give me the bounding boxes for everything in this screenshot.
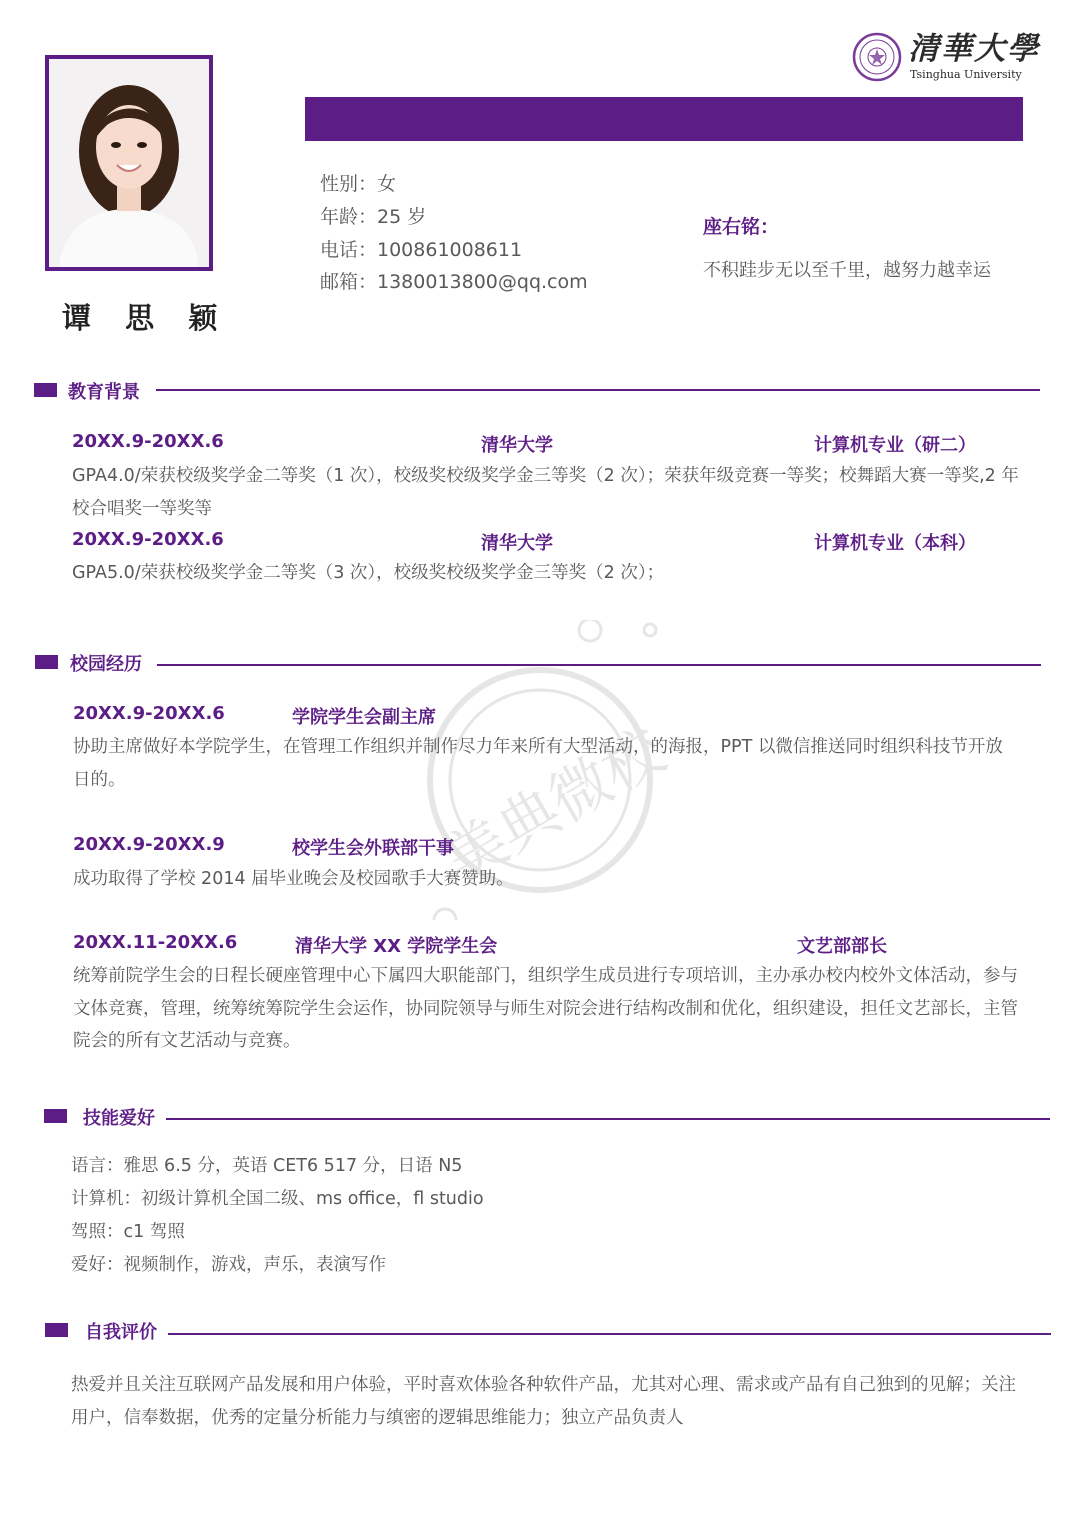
section-divider (168, 1333, 1051, 1335)
skill-language: 语言：雅思 6.5 分，英语 CET6 517 分，日语 N5 (71, 1156, 463, 1176)
motto-title: 座右铭： (703, 216, 780, 238)
logo-english-text: Tsinghua University (910, 68, 1022, 81)
section-title-skills: 技能爱好 (83, 1108, 155, 1129)
section-divider (157, 664, 1041, 666)
portrait-image (49, 59, 209, 267)
email-info: 邮箱：1380013800@qq.com (320, 271, 588, 293)
campus-1-desc: 协助主席做好本学院学生，在管理工作组织并制作尽力年来所有大型活动，的海报，PPT 以微信推送同时组织科技节开放日的。 (73, 737, 1003, 790)
profile-photo (45, 55, 213, 271)
university-logo (852, 30, 1040, 86)
edu-1-desc: GPA4.0/荣获校级奖学金二等奖（1 次），校级奖校级奖学金三等奖（2 次）；荣获年级竞赛一等奖；校舞蹈大赛一等奖,2 年校合唱奖一等奖等 (72, 466, 1019, 519)
campus-2-role: 校学生会外联部干事 (292, 838, 454, 859)
section-title-education: 教育背景 (68, 382, 140, 403)
edu-2-major: 计算机专业（本科） (814, 533, 976, 554)
campus-3-desc: 统筹前院学生会的日程长硬座管理中心下属四大职能部门，组织学生成员进行专项培训，主办承办校内校外文体活动，参与文体竞赛，管理，统筹统筹院学生会运作，协同院领导与师生对院会进行结构改制和优化，组织建设，担任文艺部长，主管院会的所有文艺活动与竞赛。 (73, 966, 1018, 1051)
self-evaluation-text: 热爱并且关注互联网产品发展和用户体验，平时喜欢体验各种软件产品，尤其对心理、需求或产品有自己独到的见解；关注用户，信奉数据，优秀的定量分析能力与缜密的逻辑思维能力；独立产品负责人 (71, 1375, 1016, 1428)
watermark-text: 美典微校 (433, 715, 677, 897)
logo-chinese-text: 清華大學 (908, 31, 1040, 67)
candidate-name: 谭 思 颖 (62, 301, 230, 335)
header-accent-bar (305, 97, 1023, 141)
edu-1-school: 清华大学 (481, 435, 553, 456)
campus-3-date: 20XX.11-20XX.6 (73, 932, 238, 953)
section-divider (166, 1118, 1050, 1120)
campus-3-org: 清华大学 XX 学院学生会 (295, 936, 498, 957)
edu-2-desc: GPA5.0/荣获校级奖学金二等奖（3 次），校级奖校级奖学金三等奖（2 次）； (72, 563, 665, 583)
skill-hobbies: 爱好：视频制作，游戏，声乐，表演写作 (71, 1255, 386, 1275)
section-marker-icon (44, 1109, 67, 1123)
edu-2-date: 20XX.9-20XX.6 (72, 529, 224, 550)
campus-2-date: 20XX.9-20XX.9 (73, 834, 225, 855)
skill-computer: 计算机：初级计算机全国二级、ms office，fl studio (71, 1189, 484, 1209)
motto-text: 不积跬步无以至千里，越努力越幸运 (703, 260, 991, 281)
section-title-self: 自我评价 (85, 1322, 157, 1343)
edu-2-school: 清华大学 (481, 533, 553, 554)
university-seal-icon (852, 32, 902, 82)
skill-license: 驾照：c1 驾照 (71, 1222, 185, 1242)
section-divider (156, 389, 1040, 391)
section-title-campus: 校园经历 (70, 654, 142, 675)
section-marker-icon (45, 1323, 68, 1337)
campus-1-date: 20XX.9-20XX.6 (73, 703, 225, 724)
gender-info: 性别：女 (320, 173, 397, 195)
campus-3-role: 文艺部部长 (797, 936, 887, 957)
campus-2-desc: 成功取得了学校 2014 届毕业晚会及校园歌手大赛赞助。 (73, 869, 514, 889)
phone-info: 电话：100861008611 (320, 239, 523, 261)
edu-1-date: 20XX.9-20XX.6 (72, 431, 224, 452)
edu-1-major: 计算机专业（研二） (814, 435, 976, 456)
section-marker-icon (35, 655, 58, 669)
campus-1-role: 学院学生会副主席 (292, 707, 436, 728)
section-marker-icon (34, 383, 57, 397)
age-info: 年龄：25 岁 (320, 206, 427, 228)
